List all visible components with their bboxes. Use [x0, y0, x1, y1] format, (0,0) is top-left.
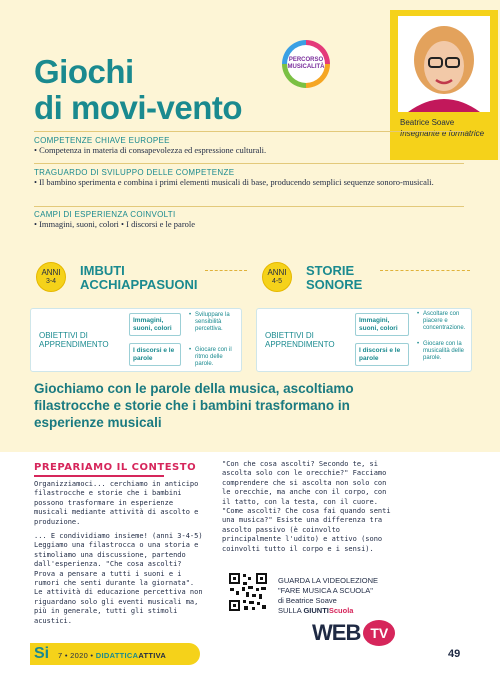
competence-heading: COMPETENZE CHIAVE EUROPEE [34, 136, 170, 145]
webtv-caption [278, 576, 378, 616]
page-title [34, 54, 242, 126]
paragraph: "Con che cosa ascolti? Secondo te, si ascolta solo con le orecchie?" Facciamo comprendere che si ascolta non solo con le orecchie, ma anche con il corpo, con il tatto, con la testa, con il cuore. "Come ascolti? Che cosa fai quando senti una musica?" Esiste una differenza tra ascolto passivo (è coinvolto principalmente l'udito) e attivo (sono coinvolti tutto il corpo e i sensi). [222, 460, 391, 553]
section-title-line-1: IMBUTI [80, 263, 125, 278]
age-value: 3-4 [45, 278, 57, 285]
tv-label: TV [363, 620, 395, 646]
percorso-badge [282, 40, 330, 88]
webtv-line [278, 606, 378, 616]
section-title [306, 264, 362, 292]
text-column-1 [34, 480, 206, 626]
web-label: WEB [312, 620, 361, 645]
competence-block [34, 136, 464, 156]
page-number: 49 [448, 648, 461, 660]
footer-brand: ATTIVA [138, 651, 167, 660]
divider [34, 163, 464, 164]
footer-issue [58, 651, 166, 660]
section-heading: PREPARIAMO IL CONTESTO [34, 462, 197, 473]
goal-note: • Giocare con la musicalità delle parole. [417, 341, 469, 362]
section-title-line-1: STORIE [306, 263, 355, 278]
age-badge [36, 262, 66, 292]
paragraph: ... E condividiamo insieme! (anni 3-4-5) Leggiamo una filastrocca o una storia e stimoliamo una discussione, partendo dall'esperienza. "Che cosa ascolti? Prova a pensare a tutti i suoni e i rumori che senti durante la giornata". Le attività di educazione percettiva non riguardano solo gli eventi musicali ma, più in generale, tutti gli stimoli acustici. [34, 532, 203, 625]
objectives-label: OBIETTIVI DI APPRENDIMENTO [265, 331, 335, 349]
footer-si-logo: Si [34, 645, 50, 662]
goal-note: • Giocare con il ritmo delle parole. [189, 347, 239, 368]
section-title-line-2: ACCHIAPPASUONI [80, 277, 198, 292]
footer [0, 643, 500, 679]
age-label: ANNI [41, 268, 61, 277]
article-headline: Giochiamo con le parole della musica, ascoltiamo filastrocche e storie che i bambini trasformano in esperienze musicali [34, 381, 354, 430]
title-line-2: di movi-vento [34, 89, 243, 126]
section-divider [380, 270, 470, 271]
paragraph: Organizziamoci... cerchiamo in anticipo filastrocche e storie che i bambini possono trasformare in esperienze musicali mediante attività di ascolto e produzione. [34, 480, 199, 526]
webtv-line: GUARDA LA VIDEOLEZIONE [278, 576, 379, 585]
objectives-box [256, 308, 472, 372]
field-chip: I discorsi e le parole [129, 343, 181, 366]
webtv-line: di Beatrice Soave [278, 596, 337, 605]
field-chip: Immagini, suoni, colori [355, 313, 409, 336]
age-value: 4-5 [271, 278, 283, 285]
section-divider [205, 270, 247, 271]
qr-code-icon[interactable] [228, 572, 268, 612]
section-title-line-2: SONORE [306, 277, 363, 292]
giunti-logo: GIUNTI [303, 606, 329, 615]
text-column-2 [222, 460, 394, 554]
objectives-label: OBIETTIVI DI APPRENDIMENTO [39, 331, 109, 349]
competence-text: • Immagini, suoni, colori • I discorsi e le parole [34, 219, 196, 229]
field-chip: I discorsi e le parole [355, 343, 409, 366]
footer-brand: DIDATTICA [95, 651, 139, 660]
section-title [80, 264, 198, 292]
field-chip: Immagini, suoni, colori [129, 313, 181, 336]
divider [34, 206, 464, 207]
age-badge [262, 262, 292, 292]
author-name: Beatrice Soave [400, 118, 455, 127]
heading-underline [34, 475, 164, 477]
competence-heading: TRAGUARDO DI SVILUPPO DELLE COMPETENZE [34, 168, 235, 177]
objectives-box [30, 308, 242, 372]
webtv-sulla: SULLA [278, 606, 302, 615]
author-role: Insegnante e formatrice [400, 129, 485, 138]
competence-text: • Il bambino sperimenta e combina i primi elementi musicali di base, producendo semplici sequenze sonoro-musicali. [34, 177, 434, 187]
competence-text: • Competenza in materia di consapevolezza ed espressione culturali. [34, 145, 267, 155]
goal-note: • Sviluppare la sensibilità percettiva. [189, 312, 239, 333]
title-line-1: Giochi [34, 53, 134, 90]
author-photo [398, 16, 490, 112]
divider [34, 131, 464, 132]
footer-issue-text: 7 • 2020 • [58, 651, 94, 660]
competence-heading: CAMPI DI ESPERIENZA COINVOLTI [34, 210, 176, 219]
badge-text: PERCORSO MUSICALITÀ [287, 57, 325, 70]
competence-block [34, 210, 464, 230]
scuola-logo: Scuola [328, 606, 354, 615]
webtv-line: "FARE MUSICA A SCUOLA" [278, 586, 373, 595]
age-label: ANNI [267, 268, 287, 277]
goal-note: • Ascoltare con piacere e concentrazione. [417, 311, 469, 332]
competence-block [34, 168, 464, 188]
